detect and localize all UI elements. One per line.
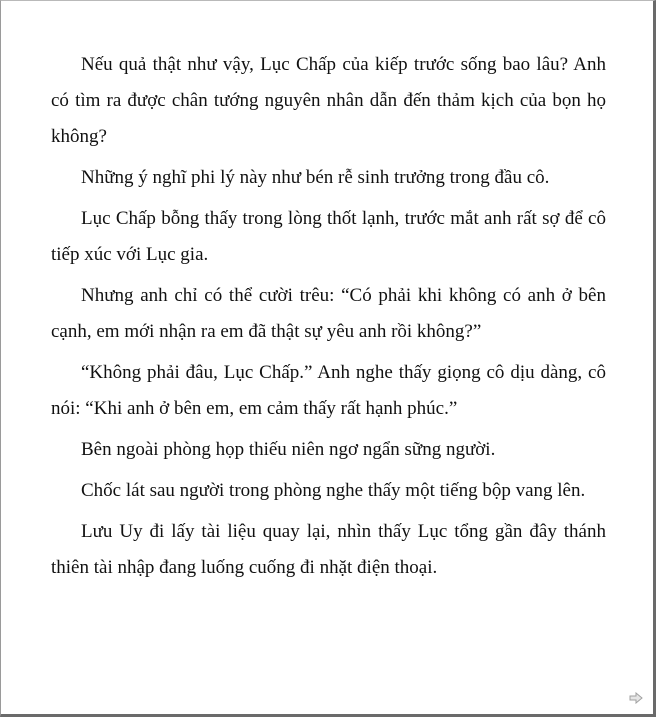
paragraph-3: Lục Chấp bỗng thấy trong lòng thốt lạnh, trước mắt anh rất sợ để cô tiếp xúc với Lục gia.: [51, 208, 606, 265]
paragraph-4: Nhưng anh chỉ có thể cười trêu: “Có phải khi không có anh ở bên cạnh, em mới nhận ra em đã thật sự yêu anh rồi không?”: [51, 285, 606, 342]
page-arrow-icon[interactable]: [629, 692, 643, 704]
paragraph-7: Chốc lát sau người trong phòng nghe thấy một tiếng bộp vang lên.: [81, 480, 586, 501]
paragraph-5: “Không phải đâu, Lục Chấp.” Anh nghe thấy giọng cô dịu dàng, cô nói: “Khi anh ở bên em, em cảm thấy rất hạnh phúc.”: [51, 362, 606, 419]
paragraph-2: Những ý nghĩ phi lý này như bén rễ sinh trưởng trong đầu cô.: [81, 167, 550, 188]
paragraph-6: Bên ngoài phòng họp thiếu niên ngơ ngẩn sững người.: [81, 439, 496, 460]
document-body: [51, 47, 606, 591]
paragraph-1: Nếu quả thật như vậy, Lục Chấp của kiếp trước sống bao lâu? Anh có tìm ra được chân tướng nguyên nhân dẫn đến thảm kịch của bọn họ không?: [51, 54, 606, 147]
paragraph-8: Lưu Uy đi lấy tài liệu quay lại, nhìn thấy Lục tổng gần đây thánh thiên tài nhập đang luống cuống đi nhặt điện thoại.: [51, 521, 606, 578]
